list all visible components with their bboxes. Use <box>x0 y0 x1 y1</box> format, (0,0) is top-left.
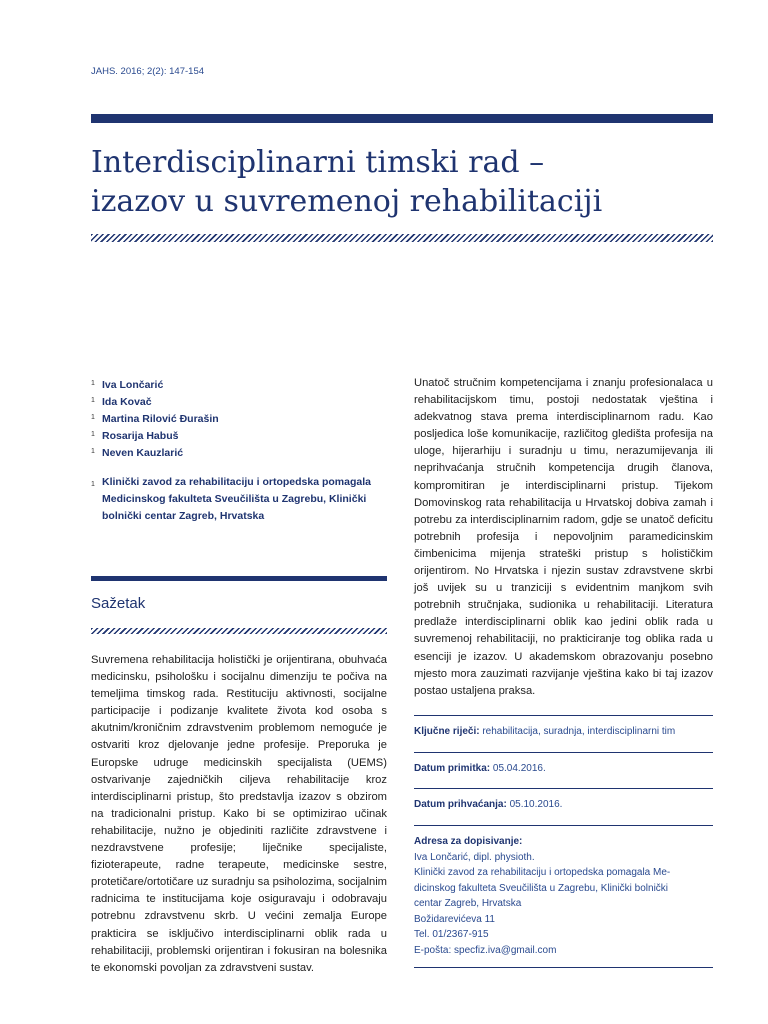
abstract-hatch-divider <box>91 628 387 634</box>
accepted-date <box>414 797 713 813</box>
title-line-2: izazov u suvremenoj rehabilitaciji <box>91 184 603 219</box>
abstract-heading: Sažetak <box>91 595 146 612</box>
keywords-value: rehabilitacija, suradnja, interdisciplinarni tim <box>479 726 676 737</box>
divider-line <box>414 967 713 968</box>
keywords-label: Ključne riječi: <box>414 726 480 737</box>
article-title <box>91 143 713 221</box>
correspondence-line: Božidarevićeva 11 <box>414 913 495 925</box>
correspondence-line: Tel. 01/2367-915 <box>414 929 489 940</box>
accepted-value: 05.10.2016. <box>506 799 563 810</box>
author-item: 1 Rosarija Habuš <box>91 430 179 442</box>
author-name: Martina Rilović Đurašin <box>102 413 219 425</box>
affiliation-text: Klinički zavod za rehabilitaciju i ortopedska pomagala Medicinskog fakulteta Sveučilišta u Zagrebu, Klinički bolnički centar Zagreb, Hrvatska <box>102 476 371 522</box>
author-item: 1 Ida Kovač <box>91 396 152 408</box>
author-name: Neven Kauzlarić <box>102 447 184 459</box>
author-item: 1 Neven Kauzlarić <box>91 447 184 459</box>
received-date <box>414 761 713 777</box>
divider-line <box>414 788 713 789</box>
abstract-top-bar <box>91 576 387 581</box>
correspondence-line: Klinički zavod za rehabilitaciju i ortopedska pomagala Me- <box>414 867 671 878</box>
author-list <box>91 377 391 462</box>
author-name: Iva Lončarić <box>102 379 164 391</box>
divider-line <box>414 715 713 716</box>
received-label: Datum primitka: <box>414 763 491 774</box>
correspondence-line: dicinskog fakulteta Sveučilišta u Zagrebu, Klinički bolnički <box>414 882 669 894</box>
received-value: 05.04.2016. <box>490 763 546 774</box>
keywords <box>414 724 713 740</box>
author-item: 1 Iva Lončarić <box>91 379 164 391</box>
author-name: Ida Kovač <box>102 396 152 408</box>
correspondence-block <box>414 834 713 958</box>
correspondence-line: centar Zagreb, Hrvatska <box>414 898 522 909</box>
title-top-bar <box>91 114 713 123</box>
title-line-1: Interdisciplinarni timski rad – <box>91 145 545 180</box>
divider-line <box>414 752 713 753</box>
affiliation-marker: 1 <box>91 481 95 488</box>
divider-line <box>414 825 713 826</box>
accepted-label: Datum prihvaćanja: <box>414 799 507 810</box>
abstract-continuation: Unatoč stručnim kompetencijama i znanju profesionalaca u rehabilitacijskom timu, postoji nedostatak vještina i adekvatnog stava prema interdisciplinarnom radu. Kao posljedica loše komunikacije, različitog gledišta profesija na uloge, hijerarhiju i suradnju u timu, nerazumijevanja ili neprihvaćanja stručnih kompetencija drugih članova, kompromitiran je interdisciplinarni pristup. Tijekom Domovinskog rata rehabilitacija u Hrvatskoj dobiva zamah i potrebu za interdisciplinarnim radom, gdje se unatoč deficitu potrebnih profesija i nepovoljnim paramedicinskim čimbenicima mijenja strateški pristup s holističkim orijentirom. No Hrvatska i njezin sustav zdravstvene skrbi još uvijek su u tranziciji s evidentnim manjkom svih potrebnih stručnjaka, sudionika u rehabilitaciji. Literatura predlaže interdisciplinarni oblik kao jedini oblik rada u suvremenoj rehabilitaciji, no prakticiranje tog oblika rada u esenciji je izazov. U akademskom obrazovanju posebno mjesto mora zauzimati razvijanje vještina kako bi taj izazov postao ustaljena praksa. <box>414 377 713 697</box>
correspondence-line: Iva Lončarić, dipl. physioth. <box>414 851 535 863</box>
author-item: 1 Martina Rilović Đurašin <box>91 413 219 425</box>
abstract-text: Suvremena rehabilitacija holistički je orijentirana, obuhvaća medicinsku, psihološku i socijalnu dimenziju te počiva na temeljima timskog rada. Restituciju aktivnosti, socijalne participacije i podizanje kvalitete života kod osoba s akutnim/kroničnim zdravstvenim problemom nemoguće je ostvariti kroz djelovanje jedne profesije. Preporuka je Europske udruge medicinskih specijalista (UEMS) ostvarivanje zajedničkih ciljeva rehabilitacije kroz interdisciplinarni pristup, što predstavlja izazov s obzirom na tradicionalni pristup. Kako bi se optimizirao učinak rehabilitacije, nužno je objediniti različite zdravstvene i nezdravstvene profesije; liječnike specijaliste, fizioterapeute, radne terapeute, medicinske sestre, protetičare/ortotičare uz suradnju sa psiholozima, socijalnim radnicima te institucijama koje osiguravaju i odobravaju potrebnu zdravstvenu skrb. U većini zemalja Europe prakticira se isključivo interdisciplinarni oblik rada u rehabilitaciji, problemski orijentiran i fokusiran na bolesnika te ekonomski povoljan za zdravstveni sustav. <box>91 654 387 974</box>
affiliation <box>91 474 391 525</box>
author-name: Rosarija Habuš <box>102 430 179 442</box>
title-hatch-divider <box>91 234 713 242</box>
correspondence-label: Adresa za dopisivanje: <box>414 836 523 847</box>
journal-citation: JAHS. 2016; 2(2): 147-154 <box>91 66 205 77</box>
correspondence-line: E-pošta: specfiz.iva@gmail.com <box>414 944 557 956</box>
